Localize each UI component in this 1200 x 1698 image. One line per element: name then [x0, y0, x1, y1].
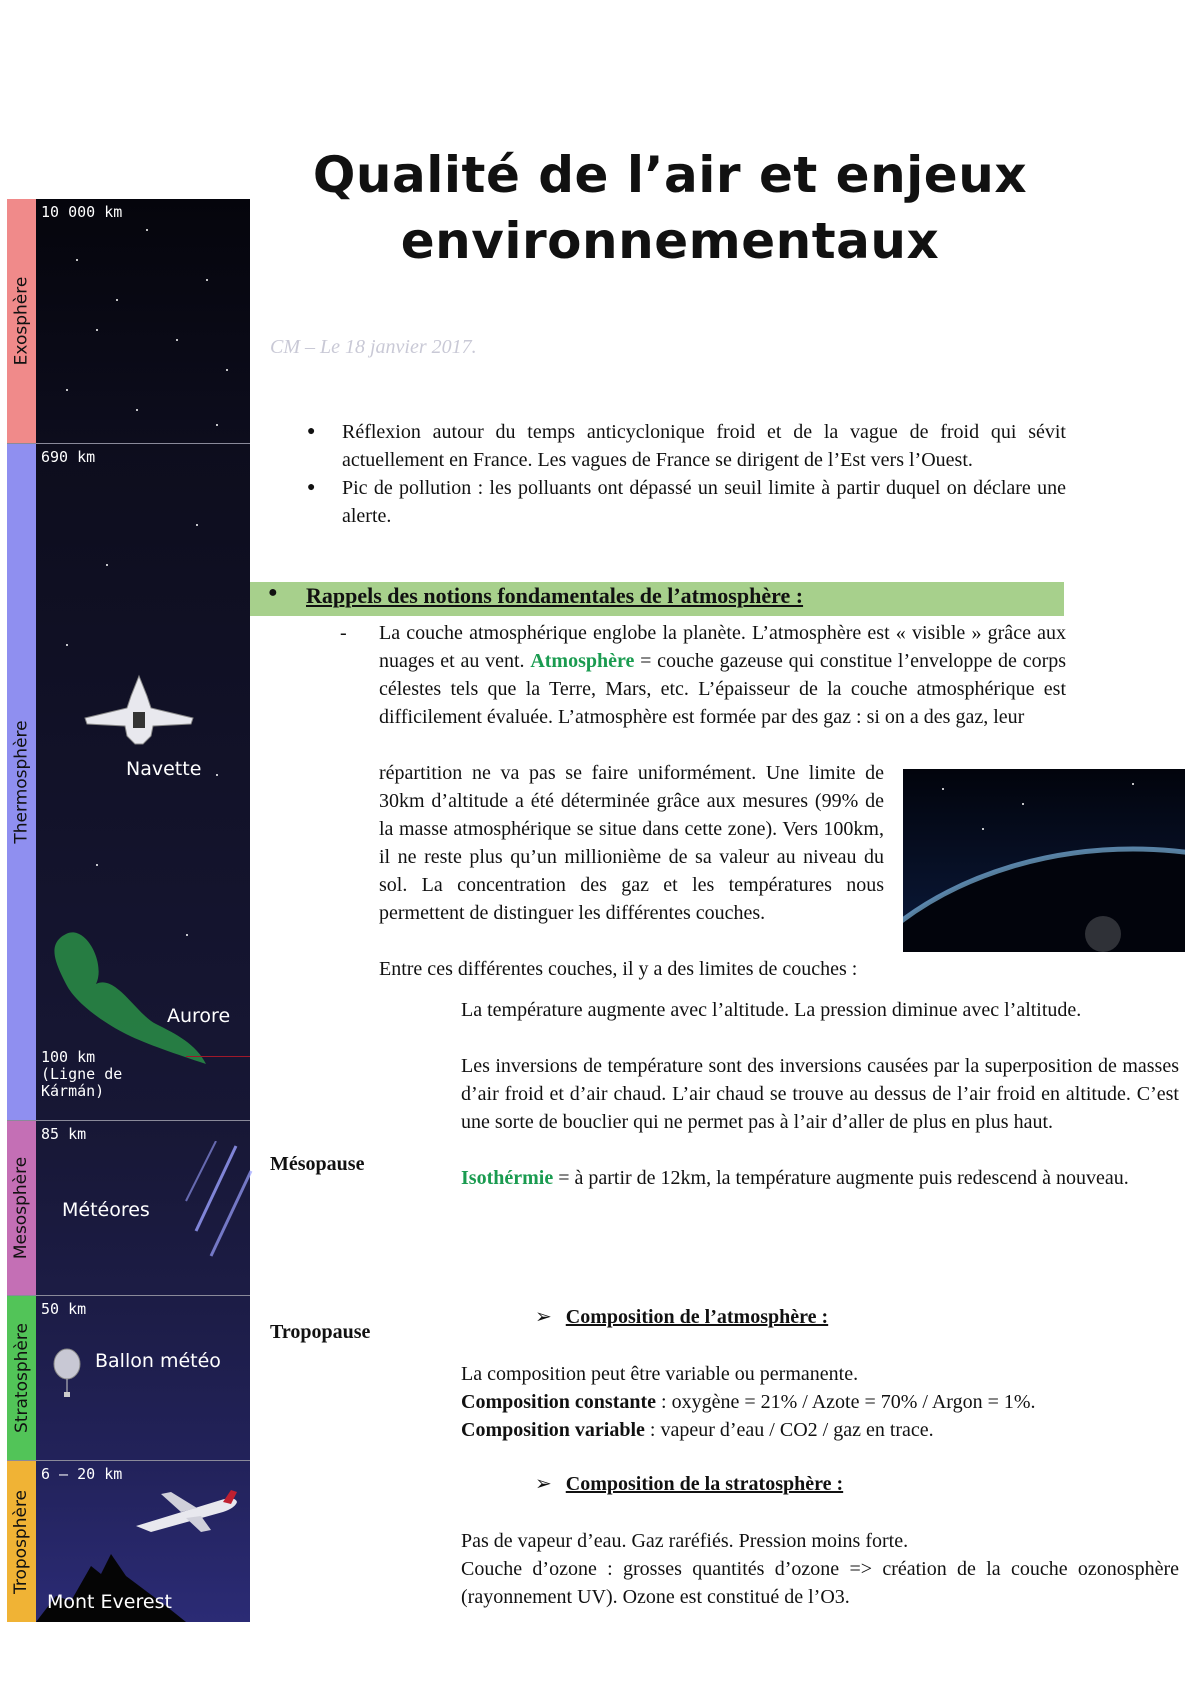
- atmosphere-paragraph-cont: [379, 759, 884, 927]
- stratosphere-heading: Composition de la stratosphère :: [565, 1473, 844, 1495]
- weather-balloon-icon: [52, 1348, 82, 1398]
- composition-variable-label: Composition variable: [461, 1419, 645, 1441]
- stratosphere-text: [461, 1527, 1179, 1611]
- bullet-item: ● Pic de pollution : les polluants ont dépassé un seuil limite à partir duquel on déclare une alerte.: [270, 474, 1066, 530]
- mesopause-text-2: Les inversions de température sont des inversions causées par la superposition de masses d’air froid et d’air chaud. L’air chaud se trouve au dessus de l’air froid en altitude. C’est une sorte de bouclier qui ne permet pas à l’air d’aller de plus en plus haut.: [461, 1055, 1179, 1133]
- altitude-label: 85 km: [41, 1125, 87, 1143]
- stratosphere-line-2: Couche d’ozone : grosses quantités d’ozone => création de la couche ozonosphère (rayonnement UV). Ozone est constitué de l’O3.: [461, 1558, 1179, 1608]
- altitude-label: 50 km: [41, 1300, 87, 1318]
- everest-label: Mont Everest: [47, 1591, 172, 1613]
- composition-text: [461, 1360, 1179, 1444]
- isotherm-text: = à partir de 12km, la température augmente puis redescend à nouveau.: [553, 1167, 1129, 1189]
- mesopause-text: [461, 996, 1179, 1192]
- layer-name: Troposphère: [11, 1489, 32, 1594]
- tropopause-label: Tropopause: [270, 1321, 371, 1343]
- altitude-label: 690 km: [41, 448, 96, 466]
- composition-line-1: La composition peut être variable ou permanente.: [461, 1363, 859, 1385]
- atmo-text-3: répartition ne va pas se faire uniformément. Une limite de 30km d’altitude a été déterminée grâce aux mesures (99% de la masse atmosphérique se situe dans cette zone). Vers 100km, il ne reste plus qu’un millionième de sa valeur au niveau du sol. La concentration des gaz et les températures nous permettent de distinguer les différentes couches.: [379, 762, 884, 924]
- date-subtitle: CM – Le 18 janvier 2017.: [270, 336, 477, 358]
- composition-heading-row: [535, 1304, 828, 1329]
- composition-constant-text: : oxygène = 21% / Azote = 70% / Argon = 1%.: [656, 1391, 1036, 1413]
- shuttle-label: Navette: [126, 758, 202, 780]
- arrow-icon: ➢: [535, 1473, 552, 1495]
- karman-label: 100 km (Ligne de Kármán): [41, 1048, 123, 1100]
- bullet-icon: ●: [268, 584, 278, 601]
- altitude-label: 10 000 km: [41, 203, 123, 221]
- atmo-text-2: = couche gazeuse qui constitue l’enveloppe de corps célestes tels que la Terre, Mars, etc. L’épaisseur de la couche atmosphérique est difficilement évaluée. L’atmosphère est formée par des gaz : si on a des gaz, leur: [379, 650, 1067, 728]
- mesopause-text-1: La température augmente avec l’altitude. La pression diminue avec l’altitude.: [461, 999, 1082, 1021]
- layer-name: Mesosphère: [11, 1156, 32, 1260]
- intro-bullets: [270, 418, 1066, 530]
- layer-name: Thermosphère: [11, 720, 32, 844]
- atmosphere-term: Atmosphère: [530, 650, 635, 672]
- bullet-item: ● Réflexion autour du temps anticyclonique froid et de la vague de froid qui sévit actuellement en France. Les vagues de France se dirigent de l’Est vers l’Ouest.: [270, 418, 1066, 474]
- layer-sky: [36, 1296, 250, 1460]
- stratosphere-line-1: Pas de vapeur d’eau. Gaz raréfiés. Pression moins forte.: [461, 1530, 909, 1552]
- atmo-text-1: La couche atmosphérique englobe la planète. L’atmosphère est « visible » grâce aux nuages et au vent.: [379, 622, 1066, 672]
- balloon-label: Ballon météo: [95, 1350, 221, 1372]
- layer-troposphere: [7, 1461, 250, 1622]
- layer-exosphere: [7, 199, 250, 444]
- dash-marker: -: [340, 622, 347, 644]
- composition-variable-text: : vapeur d’eau / CO2 / gaz en trace.: [644, 1419, 934, 1441]
- earth-from-space-image: [903, 769, 1185, 952]
- atmo-text-4: Entre ces différentes couches, il y a des limites de couches :: [379, 958, 858, 980]
- atmosphere-paragraph: [379, 619, 1066, 731]
- airplane-icon: [131, 1486, 241, 1536]
- mesopause-label: Mésopause: [270, 1153, 365, 1175]
- isotherm-term: Isothérmie: [461, 1167, 554, 1189]
- layer-stratosphere: [7, 1296, 250, 1461]
- composition-constant-label: Composition constante: [461, 1391, 657, 1413]
- meteors-icon: [156, 1141, 256, 1261]
- section-heading: Rappels des notions fondamentales de l’atmosphère :: [306, 583, 804, 608]
- composition-heading: Composition de l’atmosphère :: [565, 1306, 829, 1328]
- space-shuttle-icon: [81, 674, 197, 749]
- aurora-label: Aurore: [167, 1005, 231, 1027]
- layer-mesosphere: [7, 1121, 250, 1296]
- section-heading-bar: [248, 582, 1064, 616]
- layer-sky: [36, 199, 250, 443]
- page-title: Qualité de l’air et enjeux environnementaux: [312, 146, 1028, 270]
- layer-name: Stratosphère: [11, 1323, 32, 1433]
- meteors-label: Météores: [62, 1199, 150, 1221]
- arrow-icon: ➢: [535, 1306, 552, 1328]
- layer-thermosphere: [7, 444, 250, 1121]
- atmosphere-layers-diagram: [7, 199, 250, 1622]
- layer-name: Exosphère: [11, 276, 32, 366]
- karman-line: [186, 1056, 250, 1057]
- altitude-label: 6 – 20 km: [41, 1465, 123, 1483]
- stratosphere-heading-row: [535, 1471, 843, 1496]
